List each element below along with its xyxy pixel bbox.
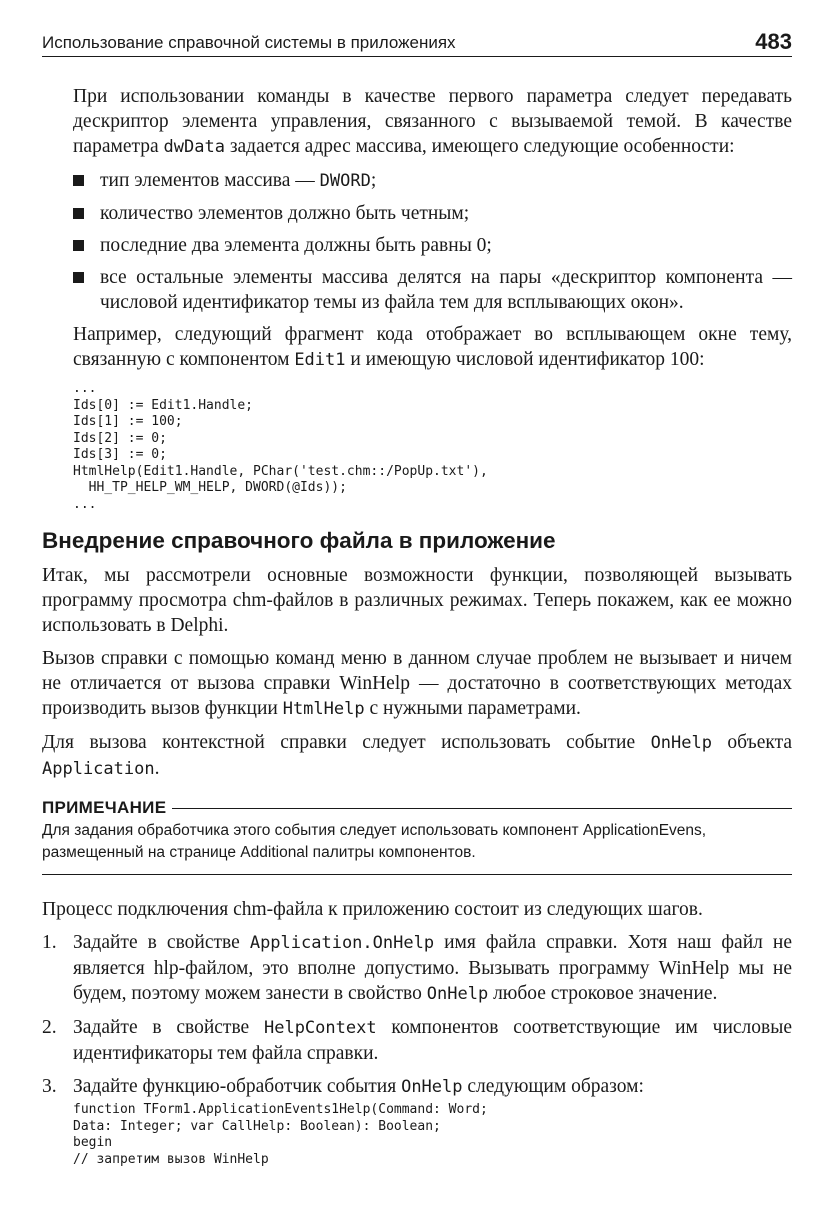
square-bullet-icon — [73, 175, 84, 186]
page-content — [42, 84, 792, 1176]
list-item: 3. Задайте функцию-обработчик события OnHelp следующим образом: function TForm1.ApplicationEvents1Help(Command: Word; Data: Integer; var CallHelp: Boolean): Boolean; begin // запретим вызов WinHelp — [42, 1074, 792, 1168]
section-paragraph: Для вызова контекстной справки следует использовать событие OnHelp объекта Application. — [42, 732, 792, 779]
note-text: Для задания обработчика этого события следует использовать компонент ApplicationEvens, размещенный на странице Additional палитры компонентов. — [42, 818, 792, 875]
section-heading: Внедрение справочного файла в приложение — [42, 528, 556, 553]
section-paragraph: Итак, мы рассмотрели основные возможности функции, позволяющей вызывать программу просмотра chm-файлов в различных режимах. Теперь покажем, как ее можно использовать в Delphi. — [42, 565, 792, 636]
step-number: 3. — [42, 1076, 57, 1097]
feature-list — [73, 168, 792, 315]
list-item: количество элементов должно быть четным; — [73, 201, 792, 226]
running-header — [42, 28, 792, 57]
list-item: 1. Задайте в свойстве Application.OnHelp имя файла справки. Хотя наш файл не является hlp-файлом, это вполне допустимо. Вызывать программу WinHelp мы не будем, поэтому можем занести в свойство OnHelp любое строковое значение. — [42, 932, 793, 1004]
list-item: тип элементов массива — DWORD; — [73, 168, 792, 194]
section-paragraph: Вызов справки с помощью команд меню в данном случае проблем не вызывает и ничем не отличается от вызова справки WinHelp — достаточно в соответствующих методах производить вызов функции HtmlHelp с нужными параметрами. — [42, 648, 792, 719]
example-paragraph: Например, следующий фрагмент кода отображает во всплывающем окне тему, связанную с компонентом Edit1 и имеющую числовой идентификатор 100: — [73, 324, 792, 370]
square-bullet-icon — [73, 240, 84, 251]
running-header-title: Использование справочной системы в приложениях — [42, 33, 456, 52]
square-bullet-icon — [73, 272, 84, 283]
square-bullet-icon — [73, 208, 84, 219]
note-divider — [172, 808, 792, 809]
note-header — [42, 798, 792, 818]
note-title: ПРИМЕЧАНИЕ — [42, 798, 167, 817]
note-box — [42, 798, 792, 875]
steps-list — [42, 930, 792, 1168]
step-number: 2. — [42, 1017, 57, 1038]
code-listing-handler: function TForm1.ApplicationEvents1Help(Command: Word; Data: Integer; var CallHelp: Boolean): Boolean; begin // запретим вызов WinHelp — [73, 1102, 488, 1167]
list-item: последние два элемента должны быть равны 0; — [73, 233, 792, 258]
page-number: 483 — [755, 29, 792, 54]
step-number: 1. — [42, 932, 57, 953]
list-item: 2. Задайте в свойстве HelpContext компонентов соответствующие им числовые идентификаторы тем файла справки. — [42, 1017, 792, 1064]
steps-intro: Процесс подключения chm-файла к приложению состоит из следующих шагов. — [42, 899, 703, 920]
intro-block — [42, 84, 792, 513]
inline-code: dwData — [163, 137, 225, 157]
intro-paragraph: При использовании команды в качестве первого параметра следует передавать дескриптор элемента управления, связанного с вызываемой темой. В качестве параметра dwData задается адрес массива, имеющего следующие особенности: — [73, 86, 792, 157]
code-listing-popup: ... Ids[0] := Edit1.Handle; Ids[1] := 100; Ids[2] := 0; Ids[3] := 0; HtmlHelp(Edit1.Handle, PChar('test.chm::/PopUp.txt'), HH_TP_HELP_WM_HELP, DWORD(@Ids)); ... — [73, 381, 488, 512]
list-item: все остальные элементы массива делятся на пары «дескриптор компонента — числовой идентификатор темы из файла тем для всплывающих окон». — [73, 265, 792, 315]
